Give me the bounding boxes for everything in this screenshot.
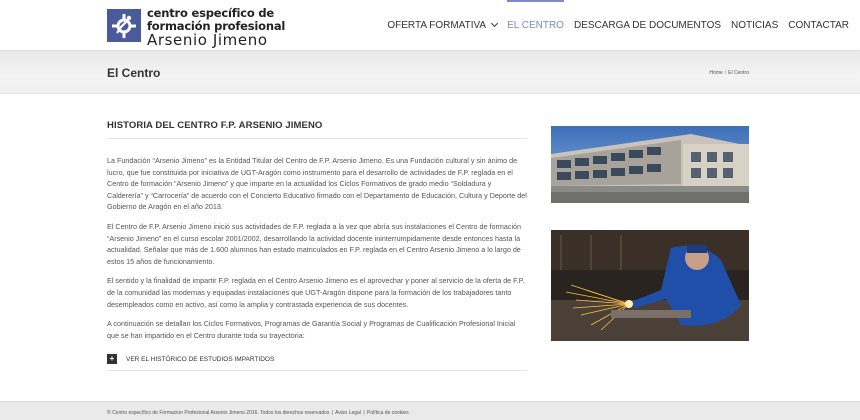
nav-item-label: EL CENTRO xyxy=(507,19,564,31)
footer-link-cookies[interactable]: Política de cookies xyxy=(367,410,409,416)
breadcrumb xyxy=(709,70,749,76)
main-content xyxy=(107,120,527,371)
nav-item-noticias[interactable] xyxy=(731,0,778,50)
paragraph-4: A continuación se detallan los Ciclos Formativos, Programas de Garantía Social y Programas de Cualificación Profesional Inicial que se han impartido en el Centro durante toda su trayectoria: xyxy=(107,319,516,340)
plus-icon: + xyxy=(107,354,117,364)
nav-item-el-centro[interactable] xyxy=(507,0,564,50)
breadcrumb-home-link[interactable]: Home xyxy=(709,70,723,76)
logo-figure-icon xyxy=(107,9,141,42)
footer-link-aviso-legal[interactable]: Aviso Legal xyxy=(335,410,361,416)
logo-text xyxy=(147,8,285,48)
site-logo[interactable] xyxy=(107,8,285,48)
building-photo xyxy=(551,126,749,203)
logo-line-2: formación profesional xyxy=(147,18,286,33)
logo-line-1: centro específico de xyxy=(147,6,275,20)
breadcrumb-current: El Centro xyxy=(728,70,749,76)
logo-line-3: Arsenio Jimeno xyxy=(147,31,268,49)
toggle-label: VER EL HISTÓRICO DE ESTUDIOS IMPARTIDOS xyxy=(126,355,275,363)
footer-copyright: © Centro específico de Formacion Profesional Arsenio Jimeno 2016. Todos los derechos reservados xyxy=(107,410,330,416)
historico-toggle[interactable] xyxy=(107,354,527,371)
nav-item-contactar[interactable] xyxy=(788,0,849,50)
paragraph-2: El Centro de F.P. Arsenio Jimeno inició sus actividades de F.P. reglada a la vez que abría sus instalaciones el Centro de formación “Arsenio Jimeno” en el curso escolar 2001/2002, desarrollando la actividad docente ininterrumpidamente desde entonces hasta la actualidad. Señalar que más de 1.600 alumnos han estado matriculados en F.P. reglada en el Centro Arsenio Jimeno a lo largo de estos 15 años de funcionamiento. xyxy=(107,221,522,266)
nav-item-label: CONTACTAR xyxy=(788,19,849,31)
chevron-down-icon xyxy=(491,20,498,27)
page-title-bar xyxy=(0,50,860,94)
section-heading: HISTORIA DEL CENTRO F.P. ARSENIO JIMENO xyxy=(107,120,527,139)
main-nav xyxy=(377,0,849,50)
footer-text xyxy=(107,410,409,416)
welder-photo xyxy=(551,230,749,341)
site-footer xyxy=(0,401,860,420)
footer-separator: | xyxy=(331,410,334,416)
nav-item-label: NOTICIAS xyxy=(731,19,779,31)
nav-item-oferta-formativa[interactable] xyxy=(387,0,497,50)
nav-item-label: OFERTA FORMATIVA xyxy=(387,19,487,31)
footer-separator: | xyxy=(363,410,365,416)
nav-item-label: DESCARGA DE DOCUMENTOS xyxy=(573,19,722,31)
site-header xyxy=(0,0,860,50)
nav-item-descarga-de-documentos[interactable] xyxy=(574,0,721,50)
paragraph-3: El sentido y la finalidad de impartir F.P. reglada en el Centro Arsenio Jimeno es el aprovechar y poner al servicio de la oferta de F.P. de la comunidad las modernas y equipadas instalaciones que UGT-Aragón dispone para la formación de los trabajadores tanto desempleados como en activo, así como la amplia y contrastada experiencia de sus docentes. xyxy=(107,276,525,309)
paragraph-1: La Fundación “Arsenio Jimeno” es la Entidad Titular del Centro de F.P. Arsenio Jimeno. Es una Fundación cultural y sin ánimo de lucro, que fue constituida por iniciativa de UGT-Aragón como instrumento para el desarrollo de actividades de F.P. reglada en el Centro de formación “Arsenio Jimeno” y que imparte en la actualidad los Ciclos Formativos de grado medio “Soldadura y Calderería” y “Carrocería” de acuerdo con el Concierto Educativo firmado con el Departamento de Educación, Cultura y Deporte del Gobierno de Aragón en el año 2013. xyxy=(107,156,527,212)
page-title: El Centro xyxy=(107,66,161,80)
breadcrumb-separator: / xyxy=(724,70,727,76)
